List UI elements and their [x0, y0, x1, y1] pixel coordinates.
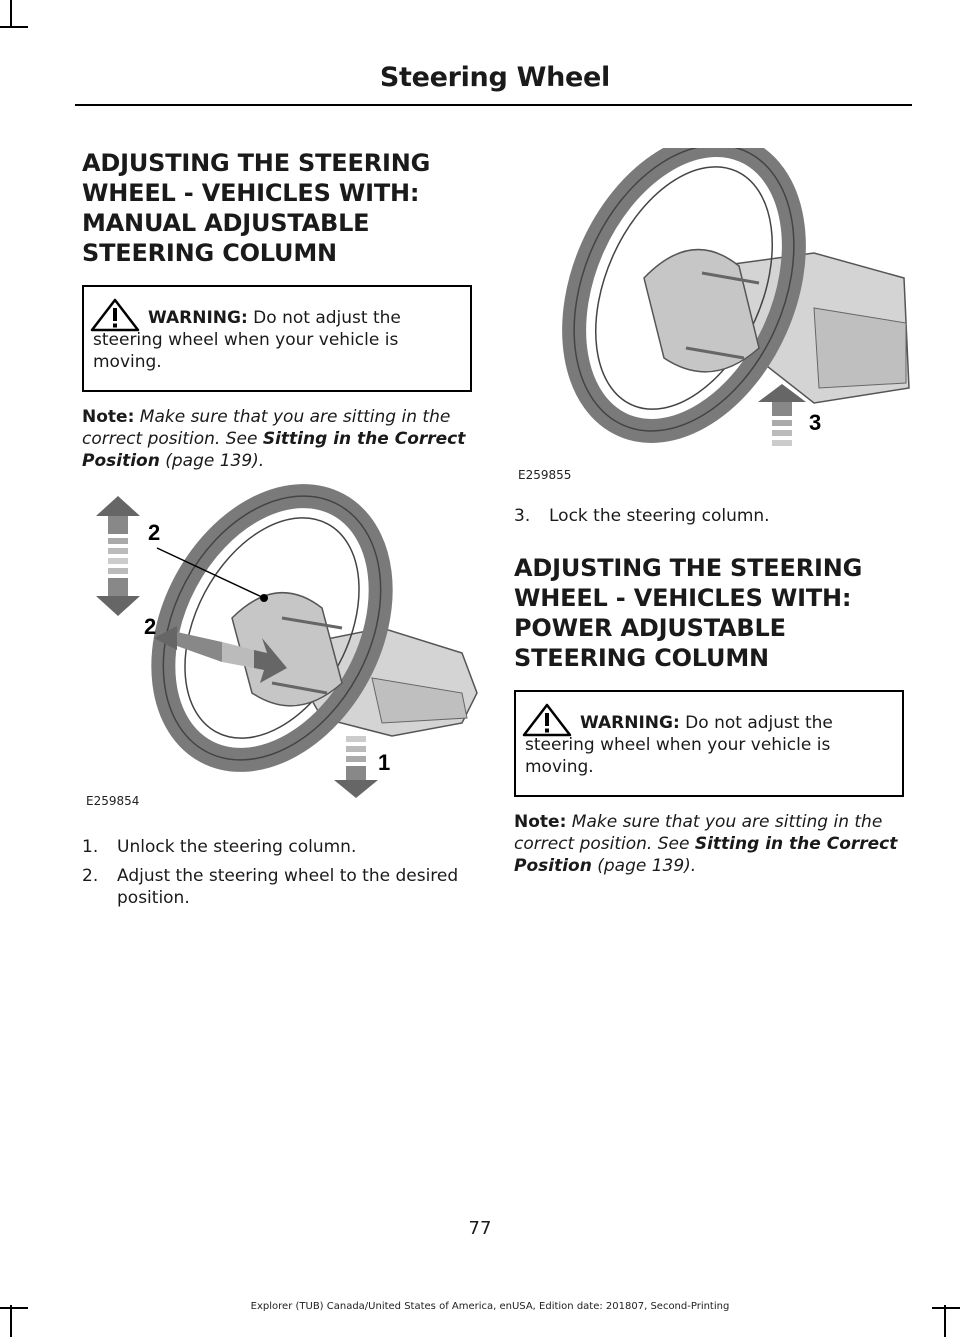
note-label: Note:	[82, 407, 135, 427]
step-text: Unlock the steering column.	[117, 837, 357, 857]
step-text: Adjust the steering wheel to the desired position.	[117, 866, 459, 908]
warning-label: WARNING:	[580, 713, 680, 733]
warning-line: moving.	[93, 352, 162, 372]
step-text: Lock the steering column.	[549, 506, 770, 526]
note-text: Make sure that you are sitting in the	[139, 407, 451, 427]
note-text: Make sure that you are sitting in the	[566, 812, 883, 832]
step-number: 1.	[82, 837, 99, 857]
list-item	[82, 836, 482, 858]
header-rule	[75, 104, 912, 106]
step-number: 2.	[82, 866, 99, 886]
step-number: 3.	[514, 506, 531, 526]
heading-line: ADJUSTING THE STEERING	[514, 554, 863, 582]
warning-box	[82, 285, 472, 392]
page-number: 77	[468, 1218, 492, 1239]
section-heading-manual	[82, 148, 482, 268]
warning-line	[525, 712, 890, 734]
note-text: correct position. See	[82, 429, 263, 449]
steering-wheel-illustration	[514, 148, 914, 488]
note-line	[82, 450, 474, 472]
list-item	[82, 865, 482, 909]
steering-wheel-illustration	[82, 478, 482, 818]
note-line	[82, 406, 474, 428]
warning-label: WARNING:	[148, 308, 248, 328]
page-reference: (page 139).	[159, 451, 265, 471]
heading-line: WHEEL - VEHICLES WITH:	[82, 179, 420, 207]
footer-edition-text: Explorer (TUB) Canada/United States of America, enUSA, Edition date: 201807, Second-Printing	[250, 1301, 730, 1312]
warning-text: Do not adjust the	[247, 308, 401, 328]
callout-label: 2	[144, 614, 157, 639]
note	[82, 406, 474, 472]
cross-reference-link[interactable]: Position	[514, 856, 592, 876]
warning-triangle-icon	[90, 298, 140, 332]
warning-line: steering wheel when your vehicle is	[525, 735, 831, 755]
page-reference: (page 139).	[591, 856, 697, 876]
section-heading-power	[514, 553, 914, 673]
callout-label: 3	[809, 410, 822, 435]
heading-line: MANUAL ADJUSTABLE	[82, 209, 370, 237]
crop-mark-top-left-v	[10, 0, 12, 28]
note-line	[514, 855, 906, 877]
cross-reference-link[interactable]: Position	[82, 451, 160, 471]
heading-line: STEERING COLUMN	[514, 644, 769, 672]
warning-triangle-icon	[522, 703, 572, 737]
note-line	[82, 428, 474, 450]
note-line	[514, 811, 906, 833]
cross-reference-link[interactable]: Sitting in the Correct	[694, 834, 898, 854]
heading-line: STEERING COLUMN	[82, 239, 337, 267]
note-line	[514, 833, 906, 855]
heading-line: ADJUSTING THE STEERING	[82, 149, 431, 177]
page-title: Steering Wheel	[379, 62, 610, 93]
cross-reference-link[interactable]: Sitting in the Correct	[262, 429, 466, 449]
warning-line: steering wheel when your vehicle is	[93, 330, 399, 350]
figure-code: E259854	[86, 794, 140, 808]
callout-label: 2	[148, 520, 161, 545]
figure-code: E259855	[518, 468, 572, 482]
warning-line: moving.	[525, 757, 594, 777]
step-list	[82, 836, 482, 916]
note-label: Note:	[514, 812, 567, 832]
heading-line: WHEEL - VEHICLES WITH:	[514, 584, 852, 612]
callout-label: 1	[378, 750, 391, 775]
heading-line: POWER ADJUSTABLE	[514, 614, 786, 642]
warning-box	[514, 690, 904, 797]
note-text: correct position. See	[514, 834, 695, 854]
warning-line	[93, 307, 458, 329]
step-list	[514, 505, 914, 534]
warning-text: Do not adjust the	[679, 713, 833, 733]
crop-mark-top-left-h	[0, 26, 28, 28]
figure-manual-adjust	[82, 478, 482, 818]
note	[514, 811, 906, 877]
figure-lock-column	[514, 148, 914, 488]
list-item	[514, 505, 914, 527]
